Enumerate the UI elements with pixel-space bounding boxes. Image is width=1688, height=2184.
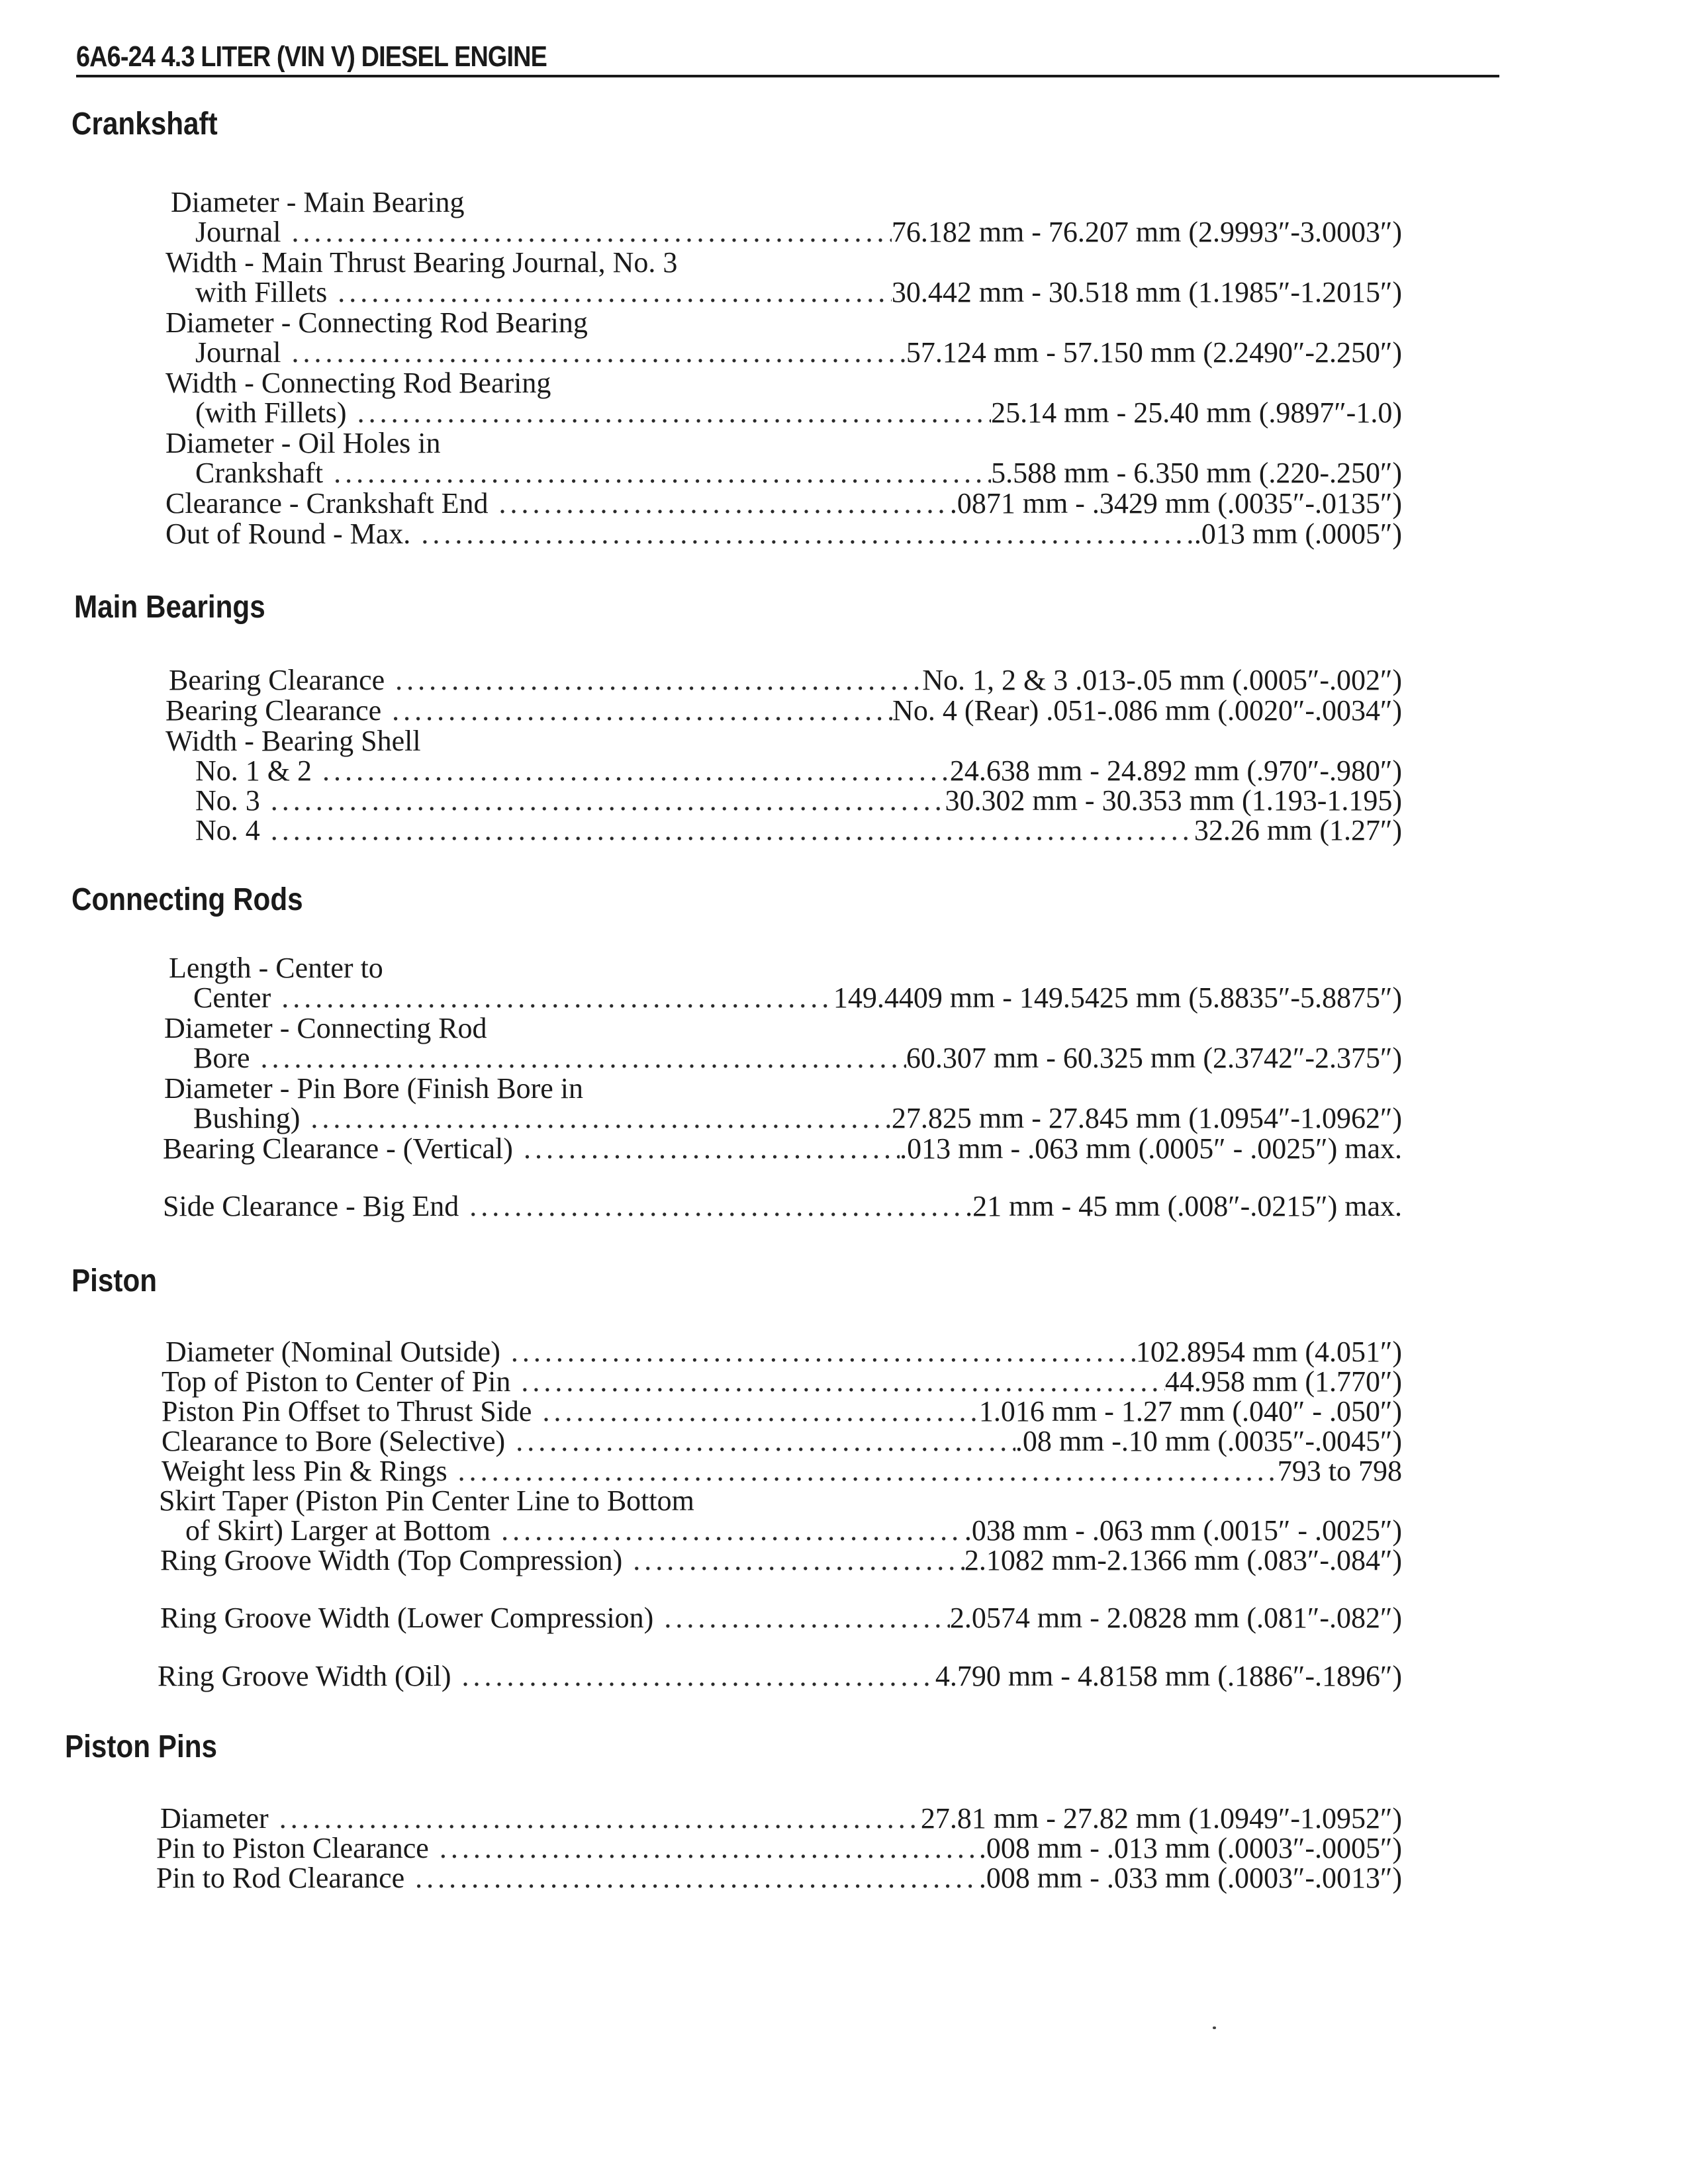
spec-label-line: Length - Center to bbox=[169, 952, 383, 984]
spec-row-shell-no3 bbox=[195, 786, 1402, 816]
spec-label-line: Width - Main Thrust Bearing Journal, No. 3 bbox=[165, 246, 678, 279]
dot-leader bbox=[510, 1367, 1165, 1397]
dot-leader bbox=[447, 1456, 1278, 1486]
spec-label-line: Diameter - Oil Holes in bbox=[165, 427, 441, 459]
spec-label: Clearance to Bore (Selective) bbox=[162, 1425, 506, 1457]
spec-label: Piston Pin Offset to Thrust Side bbox=[162, 1395, 532, 1428]
dot-leader bbox=[260, 815, 1194, 846]
dot-leader bbox=[385, 665, 922, 696]
spec-label-line: Skirt Taper (Piston Pin Center Line to Bottom bbox=[159, 1484, 694, 1517]
dot-leader bbox=[323, 458, 991, 488]
spec-row-shell-no4 bbox=[195, 815, 1402, 846]
spec-value: 32.26 mm (1.27″) bbox=[1194, 814, 1402, 846]
spec-value: 1.016 mm - 1.27 mm (.040″ - .050″) bbox=[978, 1395, 1402, 1428]
dot-leader bbox=[327, 277, 892, 308]
spec-value: 4.790 mm - 4.8158 mm (.1886″-.1896″) bbox=[935, 1660, 1402, 1692]
spec-label: Ring Groove Width (Top Compression) bbox=[160, 1544, 623, 1576]
spec-value: 27.81 mm - 27.82 mm (1.0949″-1.0952″) bbox=[920, 1802, 1402, 1835]
spec-row-lower-ring-groove bbox=[160, 1603, 1402, 1633]
spec-row-side-clearance bbox=[163, 1191, 1402, 1222]
spec-value: 25.14 mm - 25.40 mm (.9897″-1.0) bbox=[991, 396, 1402, 429]
spec-value: .008 mm - .013 mm (.0003″-.0005″) bbox=[978, 1832, 1402, 1864]
spec-value: 2.0574 mm - 2.0828 mm (.081″-.082″) bbox=[949, 1602, 1402, 1634]
spec-row-rod-bore bbox=[193, 1043, 1402, 1073]
dot-leader bbox=[513, 1134, 900, 1164]
dot-leader bbox=[622, 1545, 964, 1576]
spec-row-pin-offset bbox=[162, 1396, 1402, 1427]
dot-leader bbox=[312, 756, 950, 786]
section-title-crankshaft: Crankshaft bbox=[71, 107, 218, 142]
spec-label: Top of Piston to Center of Pin bbox=[162, 1365, 511, 1398]
spec-label: Weight less Pin & Rings bbox=[162, 1455, 447, 1487]
dot-leader bbox=[532, 1396, 978, 1427]
spec-row-skirt-taper bbox=[185, 1516, 1402, 1546]
spec-label: Bearing Clearance - (Vertical) bbox=[163, 1132, 513, 1165]
spec-label-line: Diameter - Main Bearing bbox=[171, 186, 465, 218]
dot-leader bbox=[269, 1803, 921, 1834]
spec-value: 30.302 mm - 30.353 mm (1.193-1.195) bbox=[945, 784, 1402, 817]
spec-label: Pin to Piston Clearance bbox=[156, 1832, 429, 1864]
section-title-piston: Piston bbox=[71, 1263, 158, 1298]
spec-label: Journal bbox=[195, 336, 281, 369]
spec-row-rod-length bbox=[193, 983, 1402, 1013]
spec-value: .0871 mm - .3429 mm (.0035″-.0135″) bbox=[949, 487, 1402, 520]
spec-label: (with Fillets) bbox=[195, 396, 347, 429]
dot-leader bbox=[347, 398, 992, 428]
spec-row-bearing-clearance-1 bbox=[169, 665, 1402, 696]
spec-label: No. 4 bbox=[195, 814, 260, 846]
spec-label: Side Clearance - Big End bbox=[163, 1190, 459, 1222]
spec-value: 102.8954 mm (4.051″) bbox=[1135, 1336, 1402, 1368]
page-header bbox=[76, 38, 1499, 77]
spec-row-main-bearing-journal bbox=[195, 217, 1402, 248]
spec-row-pin-rod-clearance bbox=[156, 1863, 1402, 1893]
spec-label: Ring Groove Width (Lower Compression) bbox=[160, 1602, 654, 1634]
section-title-main-bearings: Main Bearings bbox=[74, 590, 265, 625]
spec-value: 44.958 mm (1.770″) bbox=[1164, 1365, 1402, 1398]
dot-leader bbox=[260, 786, 945, 816]
spec-label: Clearance - Crankshaft End bbox=[165, 487, 489, 520]
dot-leader bbox=[491, 1516, 964, 1546]
spec-row-bearing-clearance-2 bbox=[165, 696, 1402, 726]
dot-leader bbox=[459, 1191, 965, 1222]
dot-leader bbox=[410, 519, 1194, 549]
spec-value: 793 to 798 bbox=[1277, 1455, 1402, 1487]
spec-label-line: Diameter - Pin Bore (Finish Bore in bbox=[164, 1072, 584, 1105]
dot-leader bbox=[488, 488, 949, 519]
dot-leader bbox=[281, 338, 906, 368]
spec-row-top-ring-groove bbox=[160, 1545, 1402, 1576]
dot-leader bbox=[429, 1833, 979, 1864]
spec-value: 24.638 mm - 24.892 mm (.970″-.980″) bbox=[949, 754, 1402, 787]
spec-label: Journal bbox=[195, 216, 281, 248]
spec-value: 149.4409 mm - 149.5425 mm (5.8835″-5.8875″) bbox=[833, 981, 1402, 1014]
spec-value: 76.182 mm - 76.207 mm (2.9993″-3.0003″) bbox=[891, 216, 1402, 248]
spec-row-rod-journal bbox=[195, 338, 1402, 368]
spec-value: .013 mm - .063 mm (.0005″ - .0025″) max. bbox=[900, 1132, 1402, 1165]
spec-label-line: Diameter - Connecting Rod bbox=[164, 1012, 487, 1044]
spec-label: No. 3 bbox=[195, 784, 260, 817]
spec-value: 27.825 mm - 27.845 mm (1.0954″-1.0962″) bbox=[891, 1102, 1402, 1134]
dot-leader bbox=[300, 1103, 891, 1134]
spec-value: .08 mm -.10 mm (.0035″-.0045″) bbox=[1015, 1425, 1402, 1457]
spec-value: 5.588 mm - 6.350 mm (.220-.250″) bbox=[991, 457, 1402, 489]
spec-label: Crankshaft bbox=[195, 457, 324, 489]
spec-row-out-of-round bbox=[165, 519, 1402, 549]
scan-speck bbox=[1213, 2026, 1216, 2029]
spec-label: Out of Round - Max. bbox=[165, 518, 411, 550]
spec-value: 2.1082 mm-2.1366 mm (.083″-.084″) bbox=[964, 1544, 1402, 1576]
spec-value: .008 mm - .033 mm (.0003″-.0013″) bbox=[978, 1862, 1402, 1894]
spec-value: .21 mm - 45 mm (.008″-.0215″) max. bbox=[965, 1190, 1402, 1222]
spec-value: 57.124 mm - 57.150 mm (2.2490″-2.250″) bbox=[906, 336, 1402, 369]
spec-label: with Fillets bbox=[195, 276, 328, 308]
spec-value: 60.307 mm - 60.325 mm (2.3742″-2.375″) bbox=[906, 1042, 1402, 1074]
spec-label-line: Width - Bearing Shell bbox=[165, 725, 421, 757]
spec-row-piston-diameter bbox=[165, 1337, 1402, 1367]
spec-row-piston-weight bbox=[162, 1456, 1402, 1486]
spec-row-shell-no12 bbox=[195, 756, 1402, 786]
spec-row-pin-bore bbox=[193, 1103, 1402, 1134]
spec-value: .013 mm (.0005″) bbox=[1194, 518, 1402, 550]
dot-leader bbox=[250, 1043, 906, 1073]
spec-value: 30.442 mm - 30.518 mm (1.1985″-1.2015″) bbox=[891, 276, 1402, 308]
spec-label: Diameter (Nominal Outside) bbox=[165, 1336, 500, 1368]
dot-leader bbox=[381, 696, 892, 726]
section-title-piston-pins: Piston Pins bbox=[65, 1729, 218, 1764]
dot-leader bbox=[404, 1863, 979, 1893]
spec-label: Center bbox=[193, 981, 271, 1014]
spec-row-end-clearance bbox=[165, 488, 1402, 519]
spec-row-pin-piston-clearance bbox=[156, 1833, 1402, 1864]
spec-row-rod-width bbox=[195, 398, 1402, 428]
spec-label-line: Diameter - Connecting Rod Bearing bbox=[165, 306, 588, 339]
spec-label: Bearing Clearance bbox=[165, 694, 382, 727]
spec-label: of Skirt) Larger at Bottom bbox=[185, 1514, 491, 1547]
section-title-connecting-rods: Connecting Rods bbox=[71, 882, 303, 917]
dot-leader bbox=[500, 1337, 1136, 1367]
spec-label: Ring Groove Width (Oil) bbox=[158, 1660, 451, 1692]
spec-row-vertical-clearance bbox=[163, 1134, 1402, 1164]
spec-row-bore-clearance bbox=[162, 1426, 1402, 1457]
spec-label: Diameter bbox=[160, 1802, 269, 1835]
spec-label-line: Width - Connecting Rod Bearing bbox=[165, 367, 551, 399]
spec-value: No. 4 (Rear) .051-.086 mm (.0020″-.0034″) bbox=[892, 694, 1402, 727]
spec-row-top-to-pin bbox=[162, 1367, 1402, 1397]
spec-value: No. 1, 2 & 3 .013-.05 mm (.0005″-.002″) bbox=[922, 664, 1402, 696]
spec-label: No. 1 & 2 bbox=[195, 754, 312, 787]
dot-leader bbox=[653, 1603, 950, 1633]
spec-label: Bore bbox=[193, 1042, 250, 1074]
page-header-text: 6A6-24 4.3 LITER (VIN V) DIESEL ENGINE bbox=[76, 40, 547, 73]
spec-row-thrust-journal bbox=[195, 277, 1402, 308]
spec-row-oil-holes bbox=[195, 458, 1402, 488]
dot-leader bbox=[451, 1661, 935, 1692]
spec-label: Bearing Clearance bbox=[169, 664, 385, 696]
dot-leader bbox=[281, 217, 892, 248]
dot-leader bbox=[271, 983, 833, 1013]
spec-label: Pin to Rod Clearance bbox=[156, 1862, 405, 1894]
spec-row-oil-ring-groove bbox=[158, 1661, 1402, 1692]
spec-row-pin-diameter bbox=[160, 1803, 1402, 1834]
dot-leader bbox=[505, 1426, 1015, 1457]
spec-value: .038 mm - .063 mm (.0015″ - .0025″) bbox=[964, 1514, 1402, 1547]
spec-label: Bushing) bbox=[193, 1102, 301, 1134]
